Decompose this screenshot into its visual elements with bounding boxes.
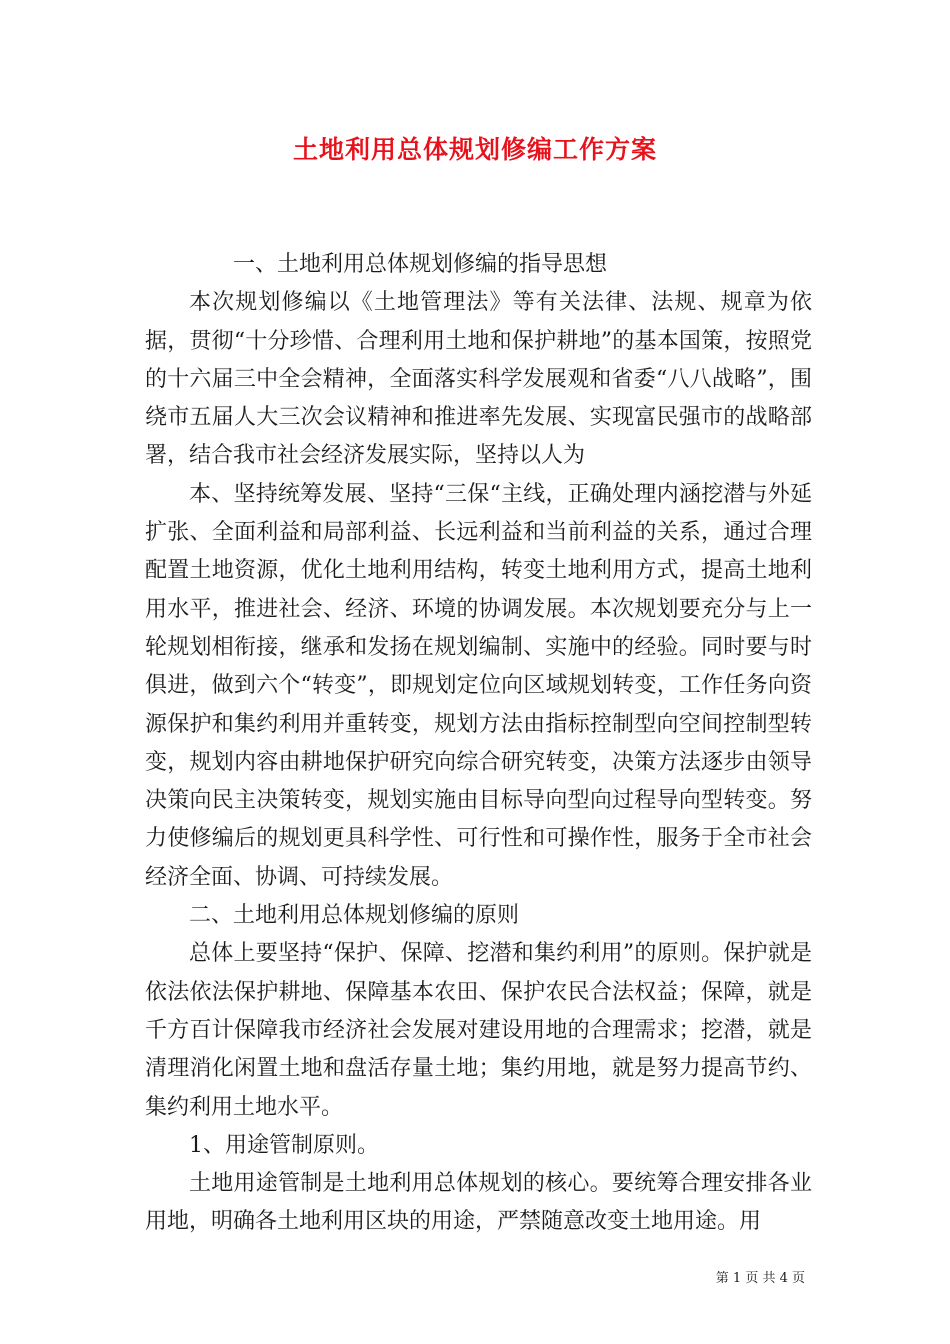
paragraph: 本、坚持统筹发展、坚持“三保“主线，正确处理内涵挖潜与外延扩张、全面利益和局部利益、长远利益和当前利益的关系，通过合理配置土地资源，优化土地利用结构，转变土地利用方式，提高土地利用水平，推进社会、经济、环境的协调发展。本次规划要充分与上一轮规划相衔接，继承和发扬在规划编制、实施中的经验。同时要与时俱进，做到六个“转变”，即规划定位向区域规划转变，工作任务向资源保护和集约利用并重转变，规划方法由指标控制型向空间控制型转变，规划内容由耕地保护研究向综合研究转变，决策方法逐步由领导决策向民主决策转变，规划实施由目标导向型向过程导向型转变。努力使修编后的规划更具科学性、可行性和可操作性，服务于全市社会经济全面、协调、可持续发展。: [145, 481, 812, 890]
page-number: 第 1 页 共 4 页: [715, 1271, 805, 1286]
document-title: 土地利用总体规划修编工作方案: [292, 135, 657, 164]
document-body: [145, 246, 812, 1242]
paragraph: 总体上要坚持“保护、保障、挖潜和集约利用”的原则。保护就是依法依法保护耕地、保障基本农田、保护农民合法权益；保障，就是千方百计保障我市经济社会发展对建设用地的合理需求；挖潜，就是清理消化闲置土地和盘活存量土地；集约用地，就是努力提高节约、集约利用土地水平。: [145, 941, 812, 1120]
subsection-heading-usage-control: 1、用途管制原则。: [189, 1132, 379, 1158]
paragraph: 土地用途管制是土地利用总体规划的核心。要统筹合理安排各业用地，明确各土地利用区块的用途，严禁随意改变土地用途。用: [145, 1171, 812, 1235]
paragraph: 本次规划修编以《土地管理法》等有关法律、法规、规章为依据，贯彻“十分珍惜、合理利用土地和保护耕地”的基本国策，按照党的十六届三中全会精神，全面落实科学发展观和省委“八八战略”，围绕市五届人大三次会议精神和推进率先发展、实现富民强市的战略部署，结合我市社会经济发展实际，坚持以人为: [145, 290, 812, 469]
section-heading-guiding-ideology: 一、土地利用总体规划修编的指导思想: [233, 252, 608, 277]
section-heading-principles: 二、土地利用总体规划修编的原则: [189, 903, 520, 929]
